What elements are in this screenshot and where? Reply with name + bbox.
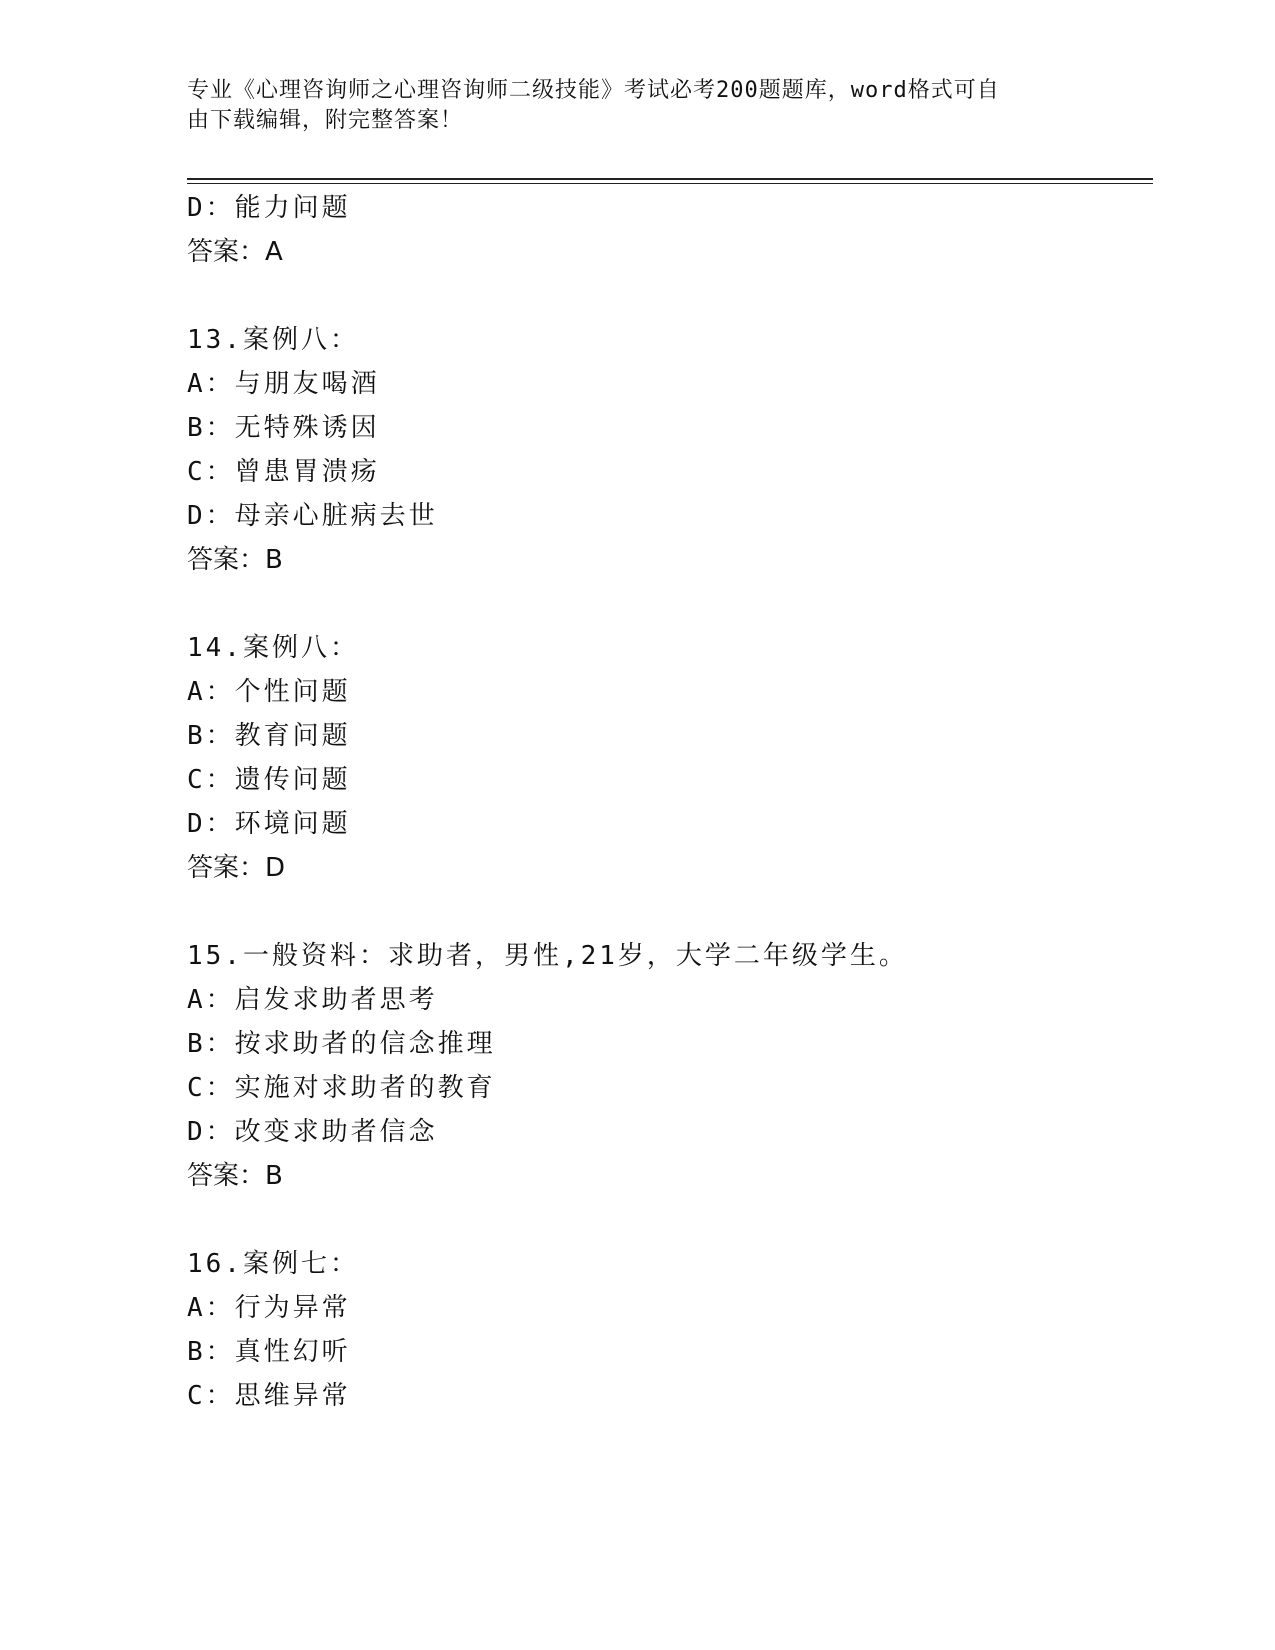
header-line-1: 专业《心理咨询师之心理咨询师二级技能》考试必考200题题库，word格式可自 — [187, 78, 1000, 103]
q14-title: 14.案例八： — [187, 633, 359, 663]
q16-option-b: B：真性幻听 — [187, 1337, 351, 1367]
q13-option-d: D：母亲心脏病去世 — [187, 501, 438, 531]
q16-option-a: A：行为异常 — [187, 1293, 351, 1323]
q13-answer: 答案：B — [187, 545, 283, 575]
q15-answer: 答案：B — [187, 1161, 283, 1191]
header-line-2: 由下载编辑，附完整答案！ — [187, 108, 464, 133]
header-divider-thick — [187, 178, 1153, 180]
q15-option-d: D：改变求助者信念 — [187, 1117, 438, 1147]
q15-option-c: C：实施对求助者的教育 — [187, 1073, 496, 1103]
q15-option-b: B：按求助者的信念推理 — [187, 1029, 496, 1059]
q14-option-c: C：遗传问题 — [187, 765, 351, 795]
q14-option-d: D：环境问题 — [187, 809, 351, 839]
q16-title: 16.案例七： — [187, 1249, 359, 1279]
q13-title: 13.案例八： — [187, 325, 359, 355]
prev-answer: 答案：A — [187, 237, 283, 267]
q13-option-a: A：与朋友喝酒 — [187, 369, 380, 399]
q13-option-c: C：曾患胃溃疡 — [187, 457, 380, 487]
q16-option-c: C：思维异常 — [187, 1381, 351, 1411]
header-divider-thin — [187, 183, 1153, 184]
q15-title: 15.一般资料：求助者，男性,21岁，大学二年级学生。 — [187, 941, 908, 971]
prev-option-d: D：能力问题 — [187, 193, 351, 223]
q15-option-a: A：启发求助者思考 — [187, 985, 438, 1015]
q14-answer: 答案：D — [187, 853, 286, 883]
q13-option-b: B：无特殊诱因 — [187, 413, 380, 443]
q14-option-a: A：个性问题 — [187, 677, 351, 707]
document-header — [187, 76, 1067, 136]
q14-option-b: B：教育问题 — [187, 721, 351, 751]
